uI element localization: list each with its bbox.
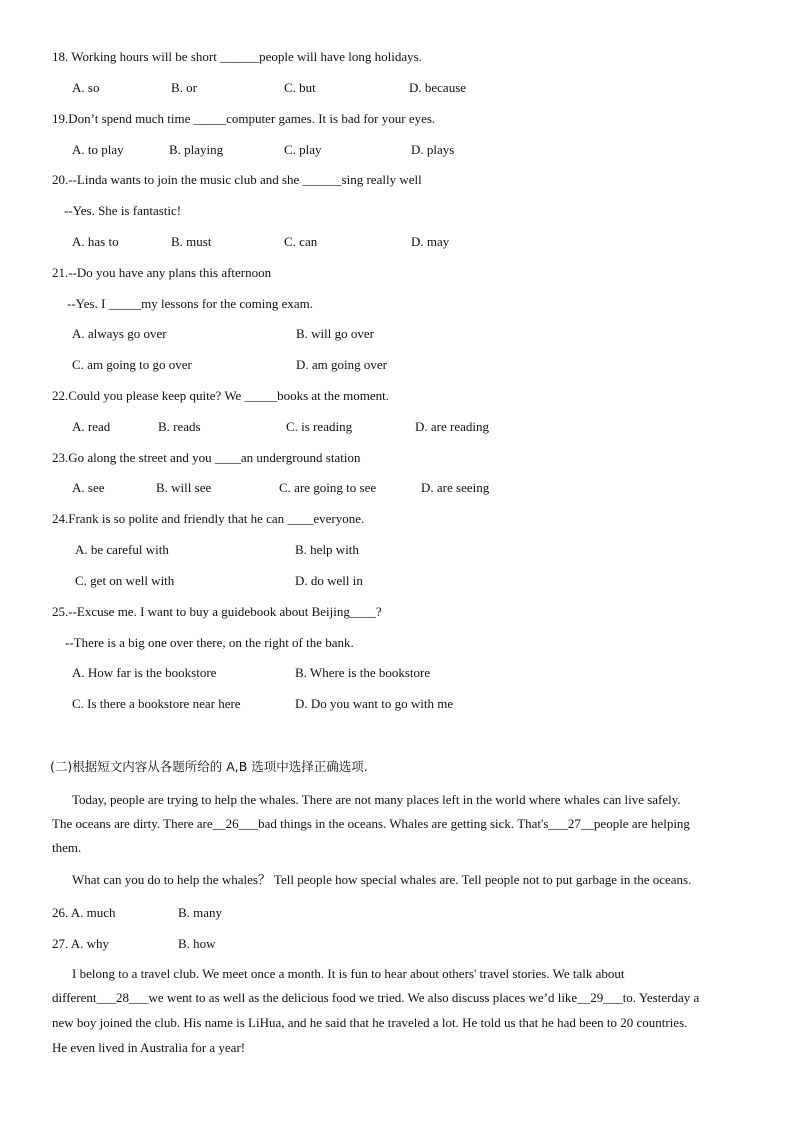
q20-option-a[interactable]: A. has to [72, 234, 119, 249]
q23-option-c[interactable]: C. are going to see [279, 480, 377, 495]
q25-option-a[interactable]: A. How far is the bookstore [72, 665, 217, 680]
passage-3-line-2: different___28___we went to as well as the delicious food we tried. We also discuss places we’d like__29___to. Yesterday a [52, 990, 700, 1005]
passage-3-line-4: He even lived in Australia for a year! [52, 1040, 246, 1055]
question-21-stem: 21.--Do you have any plans this afternoon [52, 265, 272, 280]
q20-option-d[interactable]: D. may [411, 234, 450, 249]
q21-option-d[interactable]: D. am going over [296, 357, 387, 372]
q18-option-b[interactable]: B. or [171, 80, 197, 95]
q22-option-a[interactable]: A. read [72, 419, 111, 434]
question-21-dialog: --Yes. I _____my lessons for the coming exam. [67, 296, 314, 311]
q21-option-a[interactable]: A. always go over [72, 326, 167, 341]
passage-1-line-2: The oceans are dirty. There are__26___bad things in the oceans. Whales are getting sick. That's___27__people are helping [52, 816, 690, 831]
q24-option-b[interactable]: B. help with [295, 542, 359, 557]
q27-option-a[interactable]: 27. A. why [52, 936, 110, 951]
q21-option-b[interactable]: B. will go over [296, 326, 374, 341]
passage-3-line-3: new boy joined the club. His name is LiHua, and he said that he traveled a lot. He told us that he had been to 20 countries. [52, 1015, 688, 1030]
question-23-stem: 23.Go along the street and you ____an underground station [52, 450, 361, 465]
passage-1-line-3: them. [52, 840, 82, 855]
passage-3-line-1: I belong to a travel club. We meet once a month. It is fun to hear about others' travel stories. We talk about [72, 966, 625, 981]
q21-option-c[interactable]: C. am going to go over [72, 357, 192, 372]
passage-2: What can you do to help the whales？ Tell people how special whales are. Tell people not to put garbage in the oceans. [72, 872, 692, 887]
q23-option-d[interactable]: D. are seeing [421, 480, 490, 495]
q22-option-c[interactable]: C. is reading [286, 419, 353, 434]
q24-option-c[interactable]: C. get on well with [75, 573, 175, 588]
q23-option-b[interactable]: B. will see [156, 480, 212, 495]
q19-option-d[interactable]: D. plays [411, 142, 455, 157]
q25-option-d[interactable]: D. Do you want to go with me [295, 696, 454, 711]
q24-option-d[interactable]: D. do well in [295, 573, 363, 588]
q19-option-a[interactable]: A. to play [72, 142, 124, 157]
q18-option-d[interactable]: D. because [409, 80, 467, 95]
q27-option-b[interactable]: B. how [178, 936, 216, 951]
q26-option-b[interactable]: B. many [178, 905, 223, 920]
q22-option-b[interactable]: B. reads [158, 419, 201, 434]
q19-option-b[interactable]: B. playing [169, 142, 224, 157]
section-2-title: (二)根据短文内容从各题所给的 A,B 选项中选择正确选项. [50, 759, 368, 774]
question-24-stem: 24.Frank is so polite and friendly that he can ____everyone. [52, 511, 365, 526]
q20-option-c[interactable]: C. can [284, 234, 318, 249]
q22-option-d[interactable]: D. are reading [415, 419, 489, 434]
q20-option-b[interactable]: B. must [171, 234, 212, 249]
question-22-stem: 22.Could you please keep quite? We _____books at the moment. [52, 388, 390, 403]
q25-option-c[interactable]: C. Is there a bookstore near here [72, 696, 241, 711]
q18-option-c[interactable]: C. but [284, 80, 316, 95]
q23-option-a[interactable]: A. see [72, 480, 105, 495]
q18-option-a[interactable]: A. so [72, 80, 100, 95]
q24-option-a[interactable]: A. be careful with [75, 542, 169, 557]
question-20-stem: 20.--Linda wants to join the music club and she ______sing really well [52, 172, 422, 187]
question-25-dialog: --There is a big one over there, on the right of the bank. [65, 635, 354, 650]
q26-option-a[interactable]: 26. A. much [52, 905, 116, 920]
question-25-stem: 25.--Excuse me. I want to buy a guidebook about Beijing____? [52, 604, 382, 619]
question-18-stem: 18. Working hours will be short ______people will have long holidays. [52, 49, 422, 64]
passage-1-line-1: Today, people are trying to help the whales. There are not many places left in the world where whales can live safely. [72, 792, 681, 807]
q25-option-b[interactable]: B. Where is the bookstore [295, 665, 431, 680]
question-20-dialog: --Yes. She is fantastic! [64, 203, 182, 218]
q19-option-c[interactable]: C. play [284, 142, 322, 157]
question-19-stem: 19.Don’t spend much time _____computer games. It is bad for your eyes. [52, 111, 436, 126]
